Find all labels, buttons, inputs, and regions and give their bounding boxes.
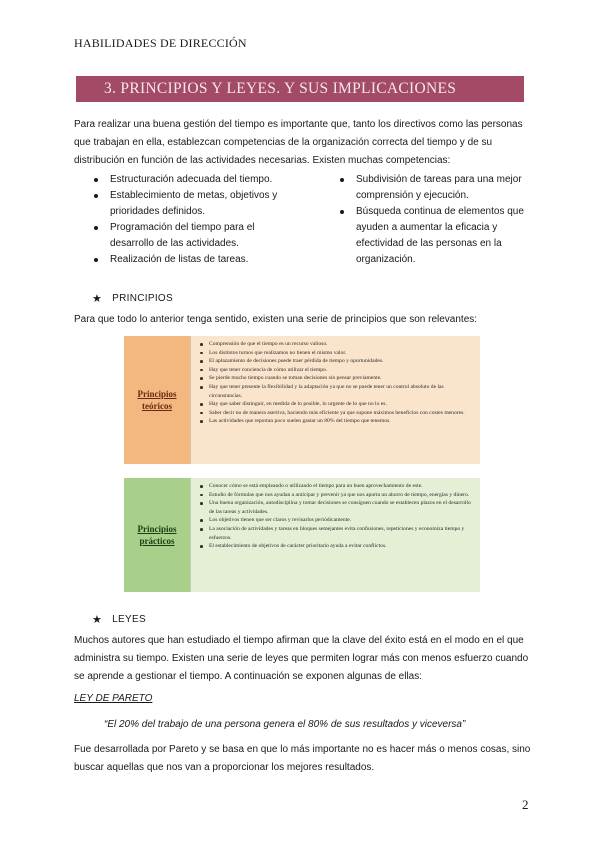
list-item: Subdivisión de tareas para una mejor comprensión y ejecución. — [338, 172, 530, 204]
page-number: 2 — [522, 797, 529, 812]
list-item: Realización de listas de tareas. — [92, 252, 292, 268]
list-item: Conocer cómo se está empleando o utilizando el tiempo para un buen aprovechamiento de este. — [197, 482, 472, 491]
list-item: Las actividades que reportan poco suelen gastar un 80% del tiempo que tenemos. — [197, 417, 472, 426]
competencias-list-left — [92, 172, 292, 268]
list-item: Programación del tiempo para el desarrollo de las actividades. — [92, 220, 292, 252]
list-item: Búsqueda continua de elementos que ayuden a aumentar la eficacia y efectividad de las personas en la organización. — [338, 204, 530, 268]
list-item: Una buena organización, autodisciplina y tomar decisiones se consiguen cuando se establecen plazos en el desarrollo de las tareas y actividades. — [197, 499, 472, 516]
leyes-heading — [92, 613, 146, 626]
principios-practicos-list — [197, 482, 472, 551]
principios-teoricos-list-container — [190, 336, 480, 464]
list-item: Estudio de fórmulas que nos ayudan a anticipar y prevenir ya que nos aporta un ahorro de tiempo, energías y dinero. — [197, 491, 472, 500]
principios-intro: Para que todo lo anterior tenga sentido, existen una serie de principios que son relevantes: — [74, 314, 478, 325]
section-title-banner — [76, 76, 524, 102]
list-item: Saber decir no de manera asertiva, haciendo más eficiente ya que supone máximos beneficios con costes menores. — [197, 409, 472, 418]
ley-pareto-title: LEY DE PARETO — [74, 693, 153, 704]
list-item: Se pierde mucho tiempo cuando se toman decisiones sin pensar previamente. — [197, 374, 472, 383]
principios-practicos-label: Principios prácticos — [137, 524, 177, 546]
list-item: Hay que saber distinguir, en medida de lo posible, lo urgente de lo que no lo es. — [197, 400, 472, 409]
principios-practicos-box — [124, 478, 480, 592]
principios-practicos-list-container — [190, 478, 480, 592]
list-item: Los distintos turnos que realizamos no tienen el mismo valor. — [197, 349, 472, 358]
competencias-list-right — [338, 172, 530, 268]
list-item: Establecimiento de metas, objetivos y prioridades definidos. — [92, 188, 292, 220]
principios-teoricos-box — [124, 336, 480, 464]
ley-pareto-description: Fue desarrollada por Pareto y se basa en que lo más importante no es hacer más o menos cosas, sino buscar aquellas que nos van a proporcionar los mejores resultados. — [74, 744, 531, 773]
section-title: 3. PRINCIPIOS Y LEYES. Y SUS IMPLICACIONES — [104, 80, 457, 97]
intro-paragraph: Para realizar una buena gestión del tiempo es importante que, tanto los directivos como las personas que trabajan en ella, establezcan competencias de la organización correcta del tiempo y de su distribución en función de las actividades necesarias. Existen muchas competencias: — [74, 119, 523, 166]
list-item: El establecimiento de objetivos de carácter prioritario ayuda a evitar conflictos. — [197, 542, 472, 551]
document-header-title: HABILIDADES DE DIRECCIÓN — [74, 36, 247, 50]
principios-teoricos-list — [197, 340, 472, 426]
principios-teoricos-label: Principios teóricos — [137, 389, 177, 411]
list-item: Hay que tener presente la flexibilidad y la adaptación ya que no se puede tener un control absoluto de las circunstancias. — [197, 383, 472, 400]
list-item: Hay que tener conciencia de cómo utilizar el tiempo. — [197, 366, 472, 375]
list-item: Comprensión de que el tiempo es un recurso valioso. — [197, 340, 472, 349]
star-icon: ★ — [92, 614, 103, 626]
list-item: Los objetivos tienen que ser claros y revisarlos periódicamente. — [197, 516, 472, 525]
list-item: El aplazamiento de decisiones puede traer pérdida de tiempo y oportunidades. — [197, 357, 472, 366]
ley-pareto-quote: “El 20% del trabajo de una persona genera el 80% de sus resultados y viceversa” — [104, 719, 466, 730]
list-item: Estructuración adecuada del tiempo. — [92, 172, 292, 188]
principios-heading-label: PRINCIPIOS — [112, 293, 173, 304]
leyes-heading-label: LEYES — [112, 614, 146, 625]
leyes-intro: Muchos autores que han estudiado el tiempo afirman que la clave del éxito está en el modo en el que administra su tiempo. Existen una serie de leyes que permiten lograr más con menos esfuerzo cuando se aprende a gestionar el tiempo. A continuación se exponen algunas de ellas: — [74, 635, 529, 682]
list-item: La asociación de actividades y tareas en bloques semejantes evita confusiones, repeticiones y economiza tiempo y esfuerzos. — [197, 525, 472, 542]
star-icon: ★ — [92, 293, 103, 305]
principios-heading — [92, 292, 173, 305]
